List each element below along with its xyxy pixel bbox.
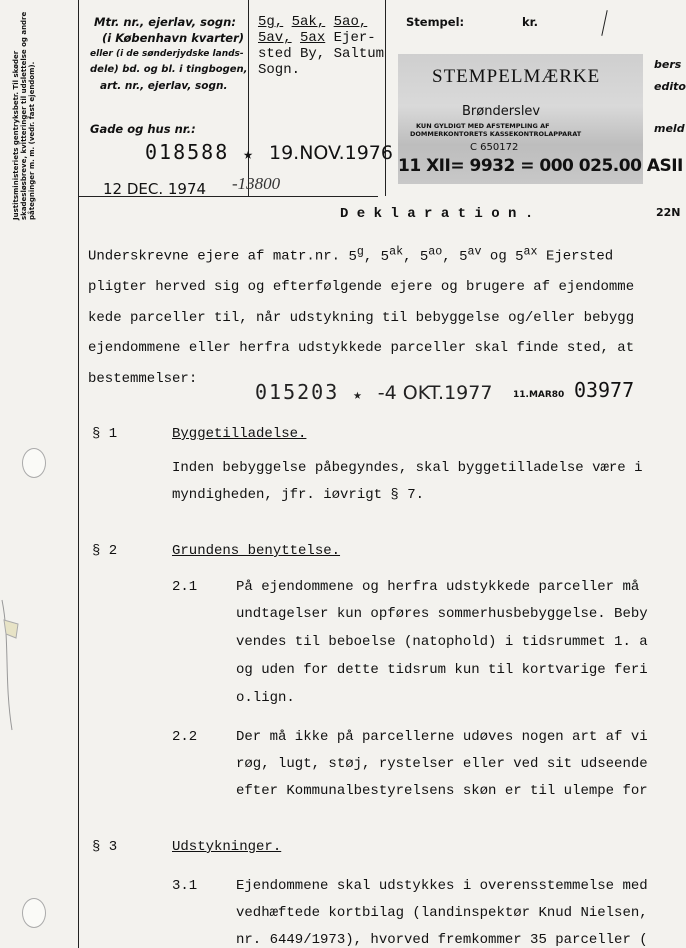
- cropped-text: 22N: [656, 206, 681, 219]
- kr-label: kr.: [522, 15, 539, 29]
- stamp-title: STEMPELMÆRKE: [432, 66, 601, 87]
- binding-tab-mark: [0, 560, 30, 740]
- matr-value: sted By, Saltum: [258, 46, 385, 62]
- label: dele) bd. og bl. i tingbogen,: [90, 64, 248, 75]
- item-number: 3.1: [172, 878, 198, 894]
- intro-line: pligter herved sig og efterfølgende ejere og brugere af ejendomme: [88, 279, 635, 295]
- punch-hole: [22, 898, 46, 928]
- intro-text: Underskrevne ejere af matr.nr.: [88, 248, 341, 265]
- side-text-line: påtegninger m. m. (vedr. fast ejendom).: [28, 61, 36, 220]
- cropped-text: meld: [654, 122, 685, 135]
- item-line: undtagelser kun opføres sommerhusbebyggelse. Beby: [236, 606, 648, 622]
- registration-stamp-3: 015203 ★ -4 OKT.1977: [255, 380, 493, 404]
- side-text-line: Justitsministeriets gentryksbetr. Til skøder: [12, 50, 20, 220]
- document-title: D e k l a r a t i o n .: [340, 206, 534, 222]
- intro-text: Ejersted: [545, 248, 614, 265]
- margin-rule: [78, 0, 79, 948]
- item-line: vendes til beboelse (natophold) i tidsrummet 1. a: [236, 634, 648, 650]
- stamp-amount: 11 XII= 9932 = 000 025.00 ASII: [398, 156, 683, 176]
- cropped-text: edito: [654, 80, 686, 93]
- header-divider: [385, 0, 386, 196]
- label: art. nr., ejerlav, sogn.: [100, 80, 228, 92]
- matr-labels: [90, 14, 247, 94]
- section-title: Udstykninger.: [172, 839, 282, 855]
- item-line: Ejendommene skal udstykkes i overensstemmelse med: [236, 878, 648, 894]
- matr-value: 5g,: [258, 14, 284, 30]
- item-line: efter Kommunalbestyrelsens skøn er til ulempe for: [236, 783, 648, 799]
- punch-hole: [22, 448, 46, 478]
- item-line: røg, lugt, støj, rystelser eller ved sit udseende: [236, 756, 648, 772]
- stamp-place: Brønderslev: [462, 104, 541, 119]
- stempel-label: Stempel:: [406, 15, 465, 29]
- section-line: Inden bebyggelse påbegyndes, skal byggetilladelse være i: [172, 460, 643, 476]
- section-number: § 3: [92, 839, 118, 855]
- form-publisher-note: [12, 12, 36, 220]
- intro-line: bestemmelser:: [88, 371, 198, 387]
- reg-date: 19.NOV.1976: [268, 142, 393, 164]
- item-line: o.lign.: [236, 690, 295, 706]
- cropped-text: bers: [654, 58, 682, 71]
- intro-line: kede parceller til, når udstykning til bebyggelse og/eller bebygg: [88, 310, 635, 326]
- reg-date: -4 OKT.1977: [377, 382, 493, 404]
- stamp-code: C 650172: [470, 142, 519, 153]
- parcel-ref: $5^{av}$: [459, 244, 482, 265]
- item-number: 2.1: [172, 579, 198, 595]
- side-text-line: skadesløsbreve, kvitteringer til udslettelse og andre: [20, 11, 28, 220]
- parcel-ref: $5^{ao}$,: [419, 244, 451, 265]
- stamp-note: DOMMERKONTORETS KASSEKONTROLAPPARAT: [410, 130, 582, 138]
- item-line: og uden for dette tidsrum kun til kortvarige feri: [236, 662, 648, 678]
- address-label: Gade og hus nr.:: [90, 122, 196, 136]
- registration-stamp-2: 12 DEC. 1974: [103, 180, 207, 198]
- matr-values: [258, 14, 384, 78]
- reg-number: 03977: [573, 378, 635, 402]
- section-title: Byggetilladelse.: [172, 426, 307, 442]
- registration-stamp-4: [513, 378, 634, 402]
- header-divider: [248, 0, 249, 196]
- matr-value: Ejer-: [333, 30, 376, 46]
- label: eller (i de sønderjydske lands-: [90, 49, 244, 59]
- section-number: § 2: [92, 543, 118, 559]
- label: (i København kvarter): [102, 31, 245, 45]
- matr-value: 5ao,: [333, 14, 368, 30]
- intro-line-1: [88, 244, 613, 265]
- stamp-note: KUN GYLDIGT MED AFSTEMPLING AF: [416, 122, 550, 130]
- handwritten-note: -13800: [232, 174, 281, 193]
- section-number: § 1: [92, 426, 118, 442]
- section-title: Grundens benyttelse.: [172, 543, 341, 559]
- section-line: myndigheden, jfr. iøvrigt § 7.: [172, 487, 425, 503]
- reg-number: 018588: [145, 140, 230, 164]
- intro-line: ejendommene eller herfra udstykkede parceller skal finde sted, at: [88, 340, 635, 356]
- matr-value: 5ax: [300, 30, 326, 46]
- pen-stroke: [601, 10, 607, 36]
- reg-number: 015203: [255, 380, 340, 404]
- item-number: 2.2: [172, 729, 198, 745]
- matr-value: Sogn.: [258, 62, 301, 78]
- parcel-ref: $5^{ax}$: [515, 244, 538, 265]
- item-line: vedhæftede kortbilag (landinspektør Knud Nielsen,: [236, 905, 648, 921]
- matr-value: 5av,: [258, 30, 292, 46]
- parcel-ref: $5^{ak}$,: [380, 244, 412, 265]
- item-line: nr. 6449/1973), hvorved fremkommer 35 parceller (: [236, 932, 648, 948]
- registration-stamp-1: 018588 ★ 19.NOV.1976: [145, 140, 393, 164]
- matr-value: 5ak,: [291, 14, 326, 30]
- label: Mtr. nr., ejerlav, sogn:: [94, 15, 236, 29]
- item-line: Der må ikke på parcellerne udøves nogen art af vi: [236, 729, 648, 745]
- reg-date: 11.MAR80: [513, 390, 565, 400]
- item-line: På ejendommene og herfra udstykkede parceller må: [236, 579, 640, 595]
- parcel-ref: 5$^g$,: [348, 244, 373, 265]
- intro-text: og: [489, 248, 507, 265]
